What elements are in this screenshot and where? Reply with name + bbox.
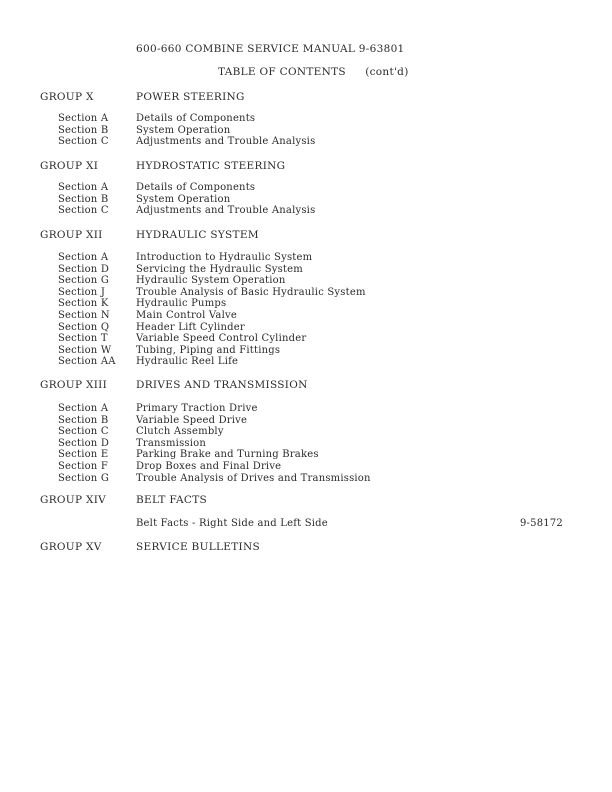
section-id: Section G [58, 275, 110, 287]
section-id: Section AA [58, 356, 116, 368]
group-label: GROUP XI [40, 160, 99, 172]
list-item [0, 182, 612, 194]
group-title: DRIVES AND TRANSMISSION [136, 379, 308, 391]
group-title: SERVICE BULLETINS [136, 541, 260, 553]
section-title: Transmission [136, 437, 206, 449]
section-id: Section C [58, 426, 109, 438]
list-item [0, 252, 612, 264]
section-title: Trouble Analysis of Drives and Transmission [136, 472, 371, 484]
section-title: Header Lift Cylinder [136, 321, 245, 333]
section-list [0, 113, 612, 148]
section-id: Section D [58, 263, 110, 275]
section-id: Section A [58, 252, 109, 263]
section-list [0, 182, 612, 217]
section-id: Section A [58, 113, 109, 124]
section-title: Adjustments and Trouble Analysis [136, 205, 316, 217]
group-title: HYDRAULIC SYSTEM [136, 229, 259, 241]
list-item [0, 298, 612, 310]
section-id: Section D [58, 437, 110, 449]
section-id: Section Q [58, 321, 110, 333]
list-item [0, 415, 612, 427]
manual-title: 600-660 COMBINE SERVICE MANUAL 9-63801 [136, 43, 405, 55]
list-item [0, 473, 612, 485]
list-item [0, 449, 612, 461]
section-title: Hydraulic System Operation [136, 275, 286, 287]
group-label: GROUP XII [40, 229, 103, 241]
toc-suffix: (cont'd) [365, 66, 409, 78]
list-item [0, 310, 612, 322]
list-item [0, 438, 612, 450]
list-item [0, 322, 612, 334]
list-item [0, 275, 612, 287]
section-title: Trouble Analysis of Basic Hydraulic System [136, 286, 366, 298]
section-title: System Operation [136, 124, 231, 136]
section-title: Main Control Valve [136, 309, 237, 321]
section-title: Drop Boxes and Final Drive [136, 460, 282, 472]
list-item [0, 194, 612, 206]
list-item [0, 426, 612, 438]
section-id: Section W [58, 344, 112, 356]
section-id: Section B [58, 193, 109, 205]
group-label: GROUP XV [40, 541, 102, 553]
section-title: Clutch Assembly [136, 426, 224, 438]
list-item [0, 403, 612, 415]
list-item [0, 461, 612, 473]
section-title: Details of Components [136, 113, 256, 124]
section-id: Section N [58, 309, 110, 321]
section-title: Primary Traction Drive [136, 403, 258, 414]
section-id: Section J [58, 286, 106, 298]
section-id: Section K [58, 298, 109, 310]
list-item [0, 113, 612, 125]
section-title: Hydraulic Pumps [136, 298, 227, 310]
section-id: Section B [58, 414, 109, 426]
entry-reference: 9-58172 [520, 518, 563, 529]
section-title: Variable Speed Drive [136, 414, 248, 426]
section-list [0, 518, 612, 530]
group-label: GROUP XIV [40, 494, 107, 506]
section-title: Adjustments and Trouble Analysis [136, 136, 316, 148]
section-id: Section F [58, 460, 108, 472]
toc-title-line [218, 66, 409, 78]
group-title: BELT FACTS [136, 494, 208, 506]
list-item [0, 136, 612, 148]
group-title: HYDROSTATIC STEERING [136, 160, 286, 172]
group-title: POWER STEERING [136, 91, 245, 103]
group-label: GROUP X [40, 91, 94, 103]
section-id: Section A [58, 182, 109, 193]
list-item [0, 205, 612, 217]
section-title: Details of Components [136, 182, 256, 193]
section-id: Section G [58, 472, 110, 484]
section-id: Section C [58, 205, 109, 217]
group-label: GROUP XIII [40, 379, 108, 391]
section-id: Section B [58, 124, 109, 136]
section-id: Section T [58, 333, 108, 345]
section-id: Section C [58, 136, 109, 148]
section-list [0, 403, 612, 484]
entry-title: Belt Facts - Right Side and Left Side [136, 518, 328, 529]
list-item [0, 333, 612, 345]
section-id: Section A [58, 403, 109, 414]
toc-title: TABLE OF CONTENTS [218, 66, 346, 78]
list-item [0, 518, 612, 530]
list-item [0, 264, 612, 276]
section-list [0, 252, 612, 368]
section-title: Hydraulic Reel Life [136, 356, 239, 368]
section-id: Section E [58, 449, 109, 461]
list-item [0, 125, 612, 137]
section-title: Variable Speed Control Cylinder [136, 333, 307, 345]
list-item [0, 287, 612, 299]
section-title: System Operation [136, 193, 231, 205]
section-title: Parking Brake and Turning Brakes [136, 449, 319, 461]
list-item [0, 356, 612, 368]
section-title: Servicing the Hydraulic System [136, 263, 303, 275]
section-title: Tubing, Piping and Fittings [136, 344, 281, 356]
section-title: Introduction to Hydraulic System [136, 252, 313, 263]
list-item [0, 345, 612, 357]
